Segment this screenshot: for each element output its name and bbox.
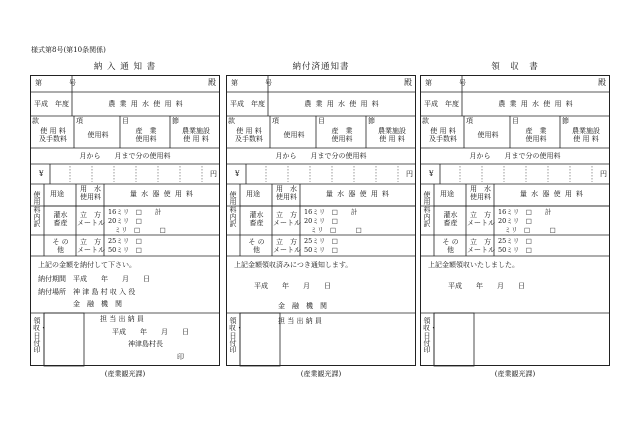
row1-usage: 灌水 畜産 (53, 211, 68, 228)
receipt-stamp-label: 領収・日付印 (423, 317, 437, 355)
budget-sub_setsu: 農業施設 使 用 料 (572, 127, 600, 144)
fiscal-year[interactable]: 平成 年度 (230, 100, 265, 108)
budget-sub_kou: 使用料 (477, 131, 499, 139)
signer-line: 印 (128, 353, 184, 361)
budget-kan: 款 (422, 117, 429, 125)
meter-line[interactable]: 20ミリ □ (304, 217, 338, 225)
budget-sub_moku: 産 業 使用料 (525, 127, 547, 144)
budget-kou: 項 (76, 117, 83, 125)
budget-kou: 項 (466, 117, 473, 125)
fee-title: 農 業 用 水 使 用 料 (498, 100, 574, 108)
usage-head: 用途 (50, 190, 64, 198)
tono-label: 殿 (208, 78, 216, 87)
body-line: 金 融 機 関 (38, 300, 122, 308)
yen-unit: 円 (406, 170, 413, 178)
meter-line[interactable]: 50ミリ □ (304, 246, 338, 254)
yen-unit: 円 (210, 170, 217, 178)
form-footer: (産業観光課) (104, 370, 146, 378)
meter-line[interactable]: ミリ □ □ (498, 226, 556, 234)
budget-sub_setsu: 農業施設 使 用 料 (182, 127, 210, 144)
budget-moku: 目 (122, 117, 129, 125)
row2-unit: 立 方 メートル (273, 238, 301, 255)
budget-setsu: 節 (368, 117, 375, 125)
body-line: 平成 年 月 日 (254, 282, 331, 290)
usage-head: 用途 (246, 190, 260, 198)
fiscal-year[interactable]: 平成 年度 (34, 100, 69, 108)
water-head: 用 水 使用料 (470, 185, 491, 202)
meter-line[interactable]: 16ミリ □ 計 (108, 208, 162, 216)
period-label[interactable]: 月から 月まで分の使用料 (275, 152, 367, 160)
meter-line[interactable]: ミリ □ □ (108, 226, 166, 234)
receipt-stamp-label: 領収・日付印 (229, 317, 243, 355)
water-head: 用 水 使用料 (80, 185, 101, 202)
budget-kou: 項 (272, 117, 279, 125)
meter-head: 量 水 器 使 用 料 (325, 190, 391, 198)
detail-label: 使用料内訳 (229, 191, 237, 229)
meter-line[interactable]: 50ミリ □ (108, 246, 142, 254)
row1-unit: 立 方 メートル (77, 211, 105, 228)
budget-sub_kan: 使 用 料 及手数料 (235, 127, 263, 144)
budget-kan: 款 (228, 117, 235, 125)
body-line: 上記金額領収済みにつき通知します。 (234, 261, 353, 269)
fee-title: 農 業 用 水 使 用 料 (304, 100, 380, 108)
budget-sub_kou: 使用料 (87, 131, 109, 139)
detail-label: 使用料内訳 (33, 191, 41, 229)
form-footer: (産業観光課) (300, 370, 342, 378)
meter-line[interactable]: 25ミリ □ (498, 237, 532, 245)
meter-line[interactable]: 20ミリ □ (498, 217, 532, 225)
form-title: 納 入 通 知 書 (93, 62, 157, 72)
budget-setsu: 節 (562, 117, 569, 125)
yen-mark: ¥ (235, 170, 240, 178)
budget-sub_moku: 産 業 使用料 (135, 127, 157, 144)
tono-label: 殿 (598, 78, 606, 87)
period-label[interactable]: 月から 月まで分の使用料 (79, 152, 171, 160)
budget-sub_kou: 使用料 (283, 131, 305, 139)
period-label[interactable]: 月から 月まで分の使用料 (469, 152, 561, 160)
yen-mark: ¥ (429, 170, 434, 178)
budget-sub_setsu: 農業施設 使 用 料 (378, 127, 406, 144)
signer-line: 平成 年 月 日 (112, 328, 189, 336)
row1-usage: 灌水 畜産 (249, 211, 264, 228)
meter-head: 量 水 器 使 用 料 (129, 190, 195, 198)
row2-usage: そ の 他 (248, 238, 265, 255)
form-number: 様式第8号(第10条関係) (31, 46, 106, 54)
budget-sub_kan: 使 用 料 及手数料 (429, 127, 457, 144)
row2-unit: 立 方 メートル (77, 238, 105, 255)
body-line: 平成 年 月 日 (448, 282, 525, 290)
meter-line[interactable]: ミリ □ □ (304, 226, 362, 234)
meter-line[interactable]: 16ミリ □ 計 (498, 208, 552, 216)
number-label[interactable]: 第 号 (425, 79, 468, 87)
budget-sub_kan: 使 用 料 及手数料 (39, 127, 67, 144)
body-line: 金 融 機 関 (278, 302, 327, 310)
fiscal-year[interactable]: 平成 年度 (424, 100, 459, 108)
budget-kan: 款 (32, 117, 39, 125)
body-line: 納付期間 平成 年 月 日 (38, 275, 150, 283)
meter-line[interactable]: 25ミリ □ (108, 237, 142, 245)
meter-head: 量 水 器 使 用 料 (519, 190, 585, 198)
body-line: 担 当 出 納 員 (278, 317, 322, 325)
stamp-box (434, 313, 474, 366)
yen-mark: ¥ (39, 170, 44, 178)
fee-title: 農 業 用 水 使 用 料 (108, 100, 184, 108)
budget-sub_moku: 産 業 使用料 (331, 127, 353, 144)
row2-usage: そ の 他 (52, 238, 69, 255)
detail-label: 使用料内訳 (423, 191, 431, 229)
meter-line[interactable]: 20ミリ □ (108, 217, 142, 225)
meter-line[interactable]: 25ミリ □ (304, 237, 338, 245)
receipt-stamp-label: 領収・日付印 (33, 317, 47, 355)
signer-line: 神津島村長 (128, 340, 163, 348)
row2-usage: そ の 他 (442, 238, 459, 255)
row1-unit: 立 方 メートル (273, 211, 301, 228)
number-label[interactable]: 第 号 (35, 79, 78, 87)
budget-setsu: 節 (172, 117, 179, 125)
number-label[interactable]: 第 号 (231, 79, 274, 87)
meter-line[interactable]: 50ミリ □ (498, 246, 532, 254)
meter-line[interactable]: 16ミリ □ 計 (304, 208, 358, 216)
form-title: 領 収 書 (491, 62, 539, 72)
tono-label: 殿 (404, 78, 412, 87)
row1-usage: 灌水 畜産 (443, 211, 458, 228)
row1-unit: 立 方 メートル (467, 211, 495, 228)
body-line: 納付場所 神 津 島 村 収 入 役 (38, 288, 136, 296)
form-title: 納付済通知書 (292, 62, 350, 72)
body-line: 上記の金額を納付して下さい。 (38, 261, 136, 269)
body-line: 上記金額領収いたしました。 (428, 261, 519, 269)
budget-moku: 目 (318, 117, 325, 125)
row2-unit: 立 方 メートル (467, 238, 495, 255)
water-head: 用 水 使用料 (276, 185, 297, 202)
signer-line: 担 当 出 納 員 (100, 315, 144, 323)
form-footer: (産業観光課) (494, 370, 536, 378)
budget-moku: 目 (512, 117, 519, 125)
usage-head: 用途 (440, 190, 454, 198)
yen-unit: 円 (600, 170, 607, 178)
